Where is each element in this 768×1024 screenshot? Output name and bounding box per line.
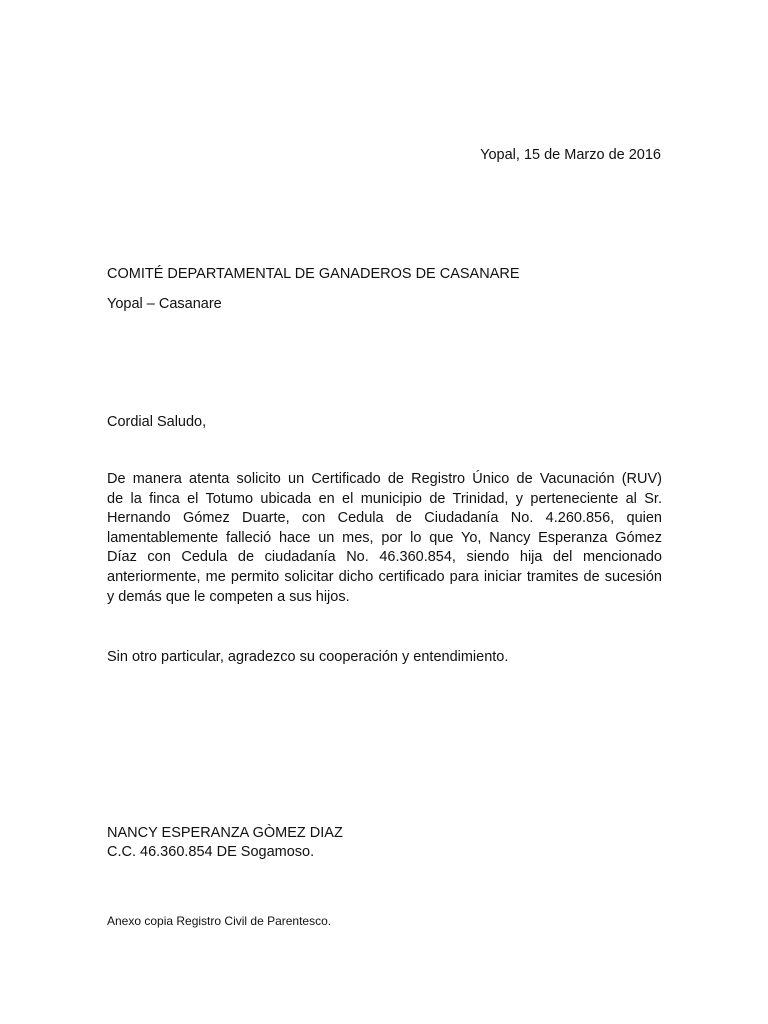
body-line: y demás que le competen a sus hijos.	[107, 588, 350, 605]
body-line: de la finca el Totumo ubicada en el municipio de Trinidad, y perteneciente al Sr.	[107, 490, 662, 507]
closing-line: Sin otro particular, agradezco su cooperación y entendimiento.	[107, 649, 509, 665]
body-line: De manera atenta solicito un Certificado de Registro Único de Vacunación (RUV)	[107, 471, 662, 487]
body-line: anteriormente, me permito solicitar dicho certificado para iniciar tramites de sucesión	[107, 568, 662, 585]
recipient-city: Yopal – Casanare	[107, 296, 222, 312]
body-paragraph	[107, 470, 662, 607]
body-line: lamentablemente falleció hace un mes, por lo que Yo, Nancy Esperanza Gómez	[107, 529, 662, 546]
body-line: Díaz con Cedula de ciudadanía No. 46.360.854, siendo hija del mencionado	[107, 549, 662, 566]
signature-name: NANCY ESPERANZA GÒMEZ DIAZ	[107, 825, 343, 841]
recipient-organization: COMITÉ DEPARTAMENTAL DE GANADEROS DE CASANARE	[107, 266, 520, 282]
body-line: Hernando Gómez Duarte, con Cedula de Ciudadanía No. 4.260.856, quien	[107, 510, 662, 527]
letter-date: Yopal, 15 de Marzo de 2016	[480, 147, 661, 163]
signature-id: C.C. 46.360.854 DE Sogamoso.	[107, 844, 315, 860]
annex-note: Anexo copia Registro Civil de Parentesco.	[107, 914, 332, 928]
salutation: Cordial Saludo,	[107, 414, 207, 430]
